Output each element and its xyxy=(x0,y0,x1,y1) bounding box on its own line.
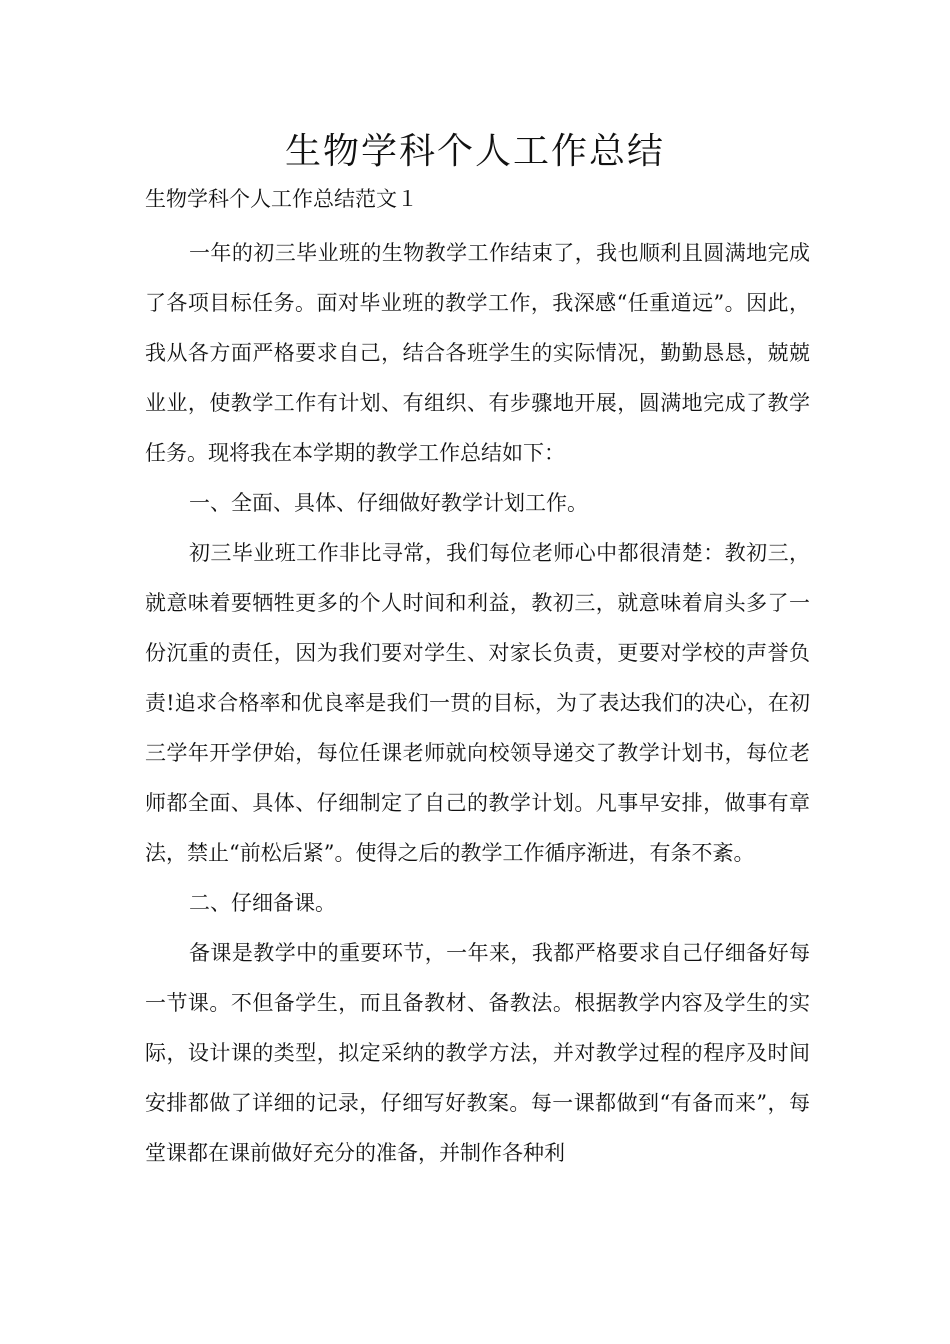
document-subtitle: 生物学科个人工作总结范文１ xyxy=(145,187,418,211)
document-body xyxy=(145,228,810,1178)
paragraph-intro: 一年的初三毕业班的生物教学工作结束了，我也顺利且圆满地完成了各项目标任务。面对毕业班的教学工作，我深感“任重道远”。因此，我从各方面严格要求自己，结合各班学生的实际情况，勤勤恳恳，兢兢业业，使教学工作有计划、有组织、有步骤地开展，圆满地完成了教学任务。现将我在本学期的教学工作总结如下： xyxy=(145,241,810,465)
section-heading-prep: 二、仔细备课。 xyxy=(189,891,336,915)
section-heading-plan: 一、全面、具体、仔细做好教学计划工作。 xyxy=(189,491,588,515)
paragraph-prep: 备课是教学中的重要环节，一年来，我都严格要求自己仔细备好每一节课。不但备学生，而且备教材、备教法。根据教学内容及学生的实际，设计课的类型，拟定采纳的教学方法，并对教学过程的程序及时间安排都做了详细的记录，仔细写好教案。每一课都做到“有备而来”，每堂课都在课前做好充分的准备，并制作各种利 xyxy=(145,941,810,1165)
document-title: 生物学科个人工作总结 xyxy=(284,131,665,172)
paragraph-plan: 初三毕业班工作非比寻常，我们每位老师心中都很清楚：教初三，就意味着要牺牲更多的个人时间和利益，教初三，就意味着肩头多了一份沉重的责任，因为我们要对学生、对家长负责，更要对学校的声誉负责!追求合格率和优良率是我们一贯的目标，为了表达我们的决心，在初三学年开学伊始，每位任课老师就向校领导递交了教学计划书，每位老师都全面、具体、仔细制定了自己的教学计划。凡事早安排，做事有章法，禁止“前松后紧”。使得之后的教学工作循序渐进，有条不紊。 xyxy=(145,541,810,865)
